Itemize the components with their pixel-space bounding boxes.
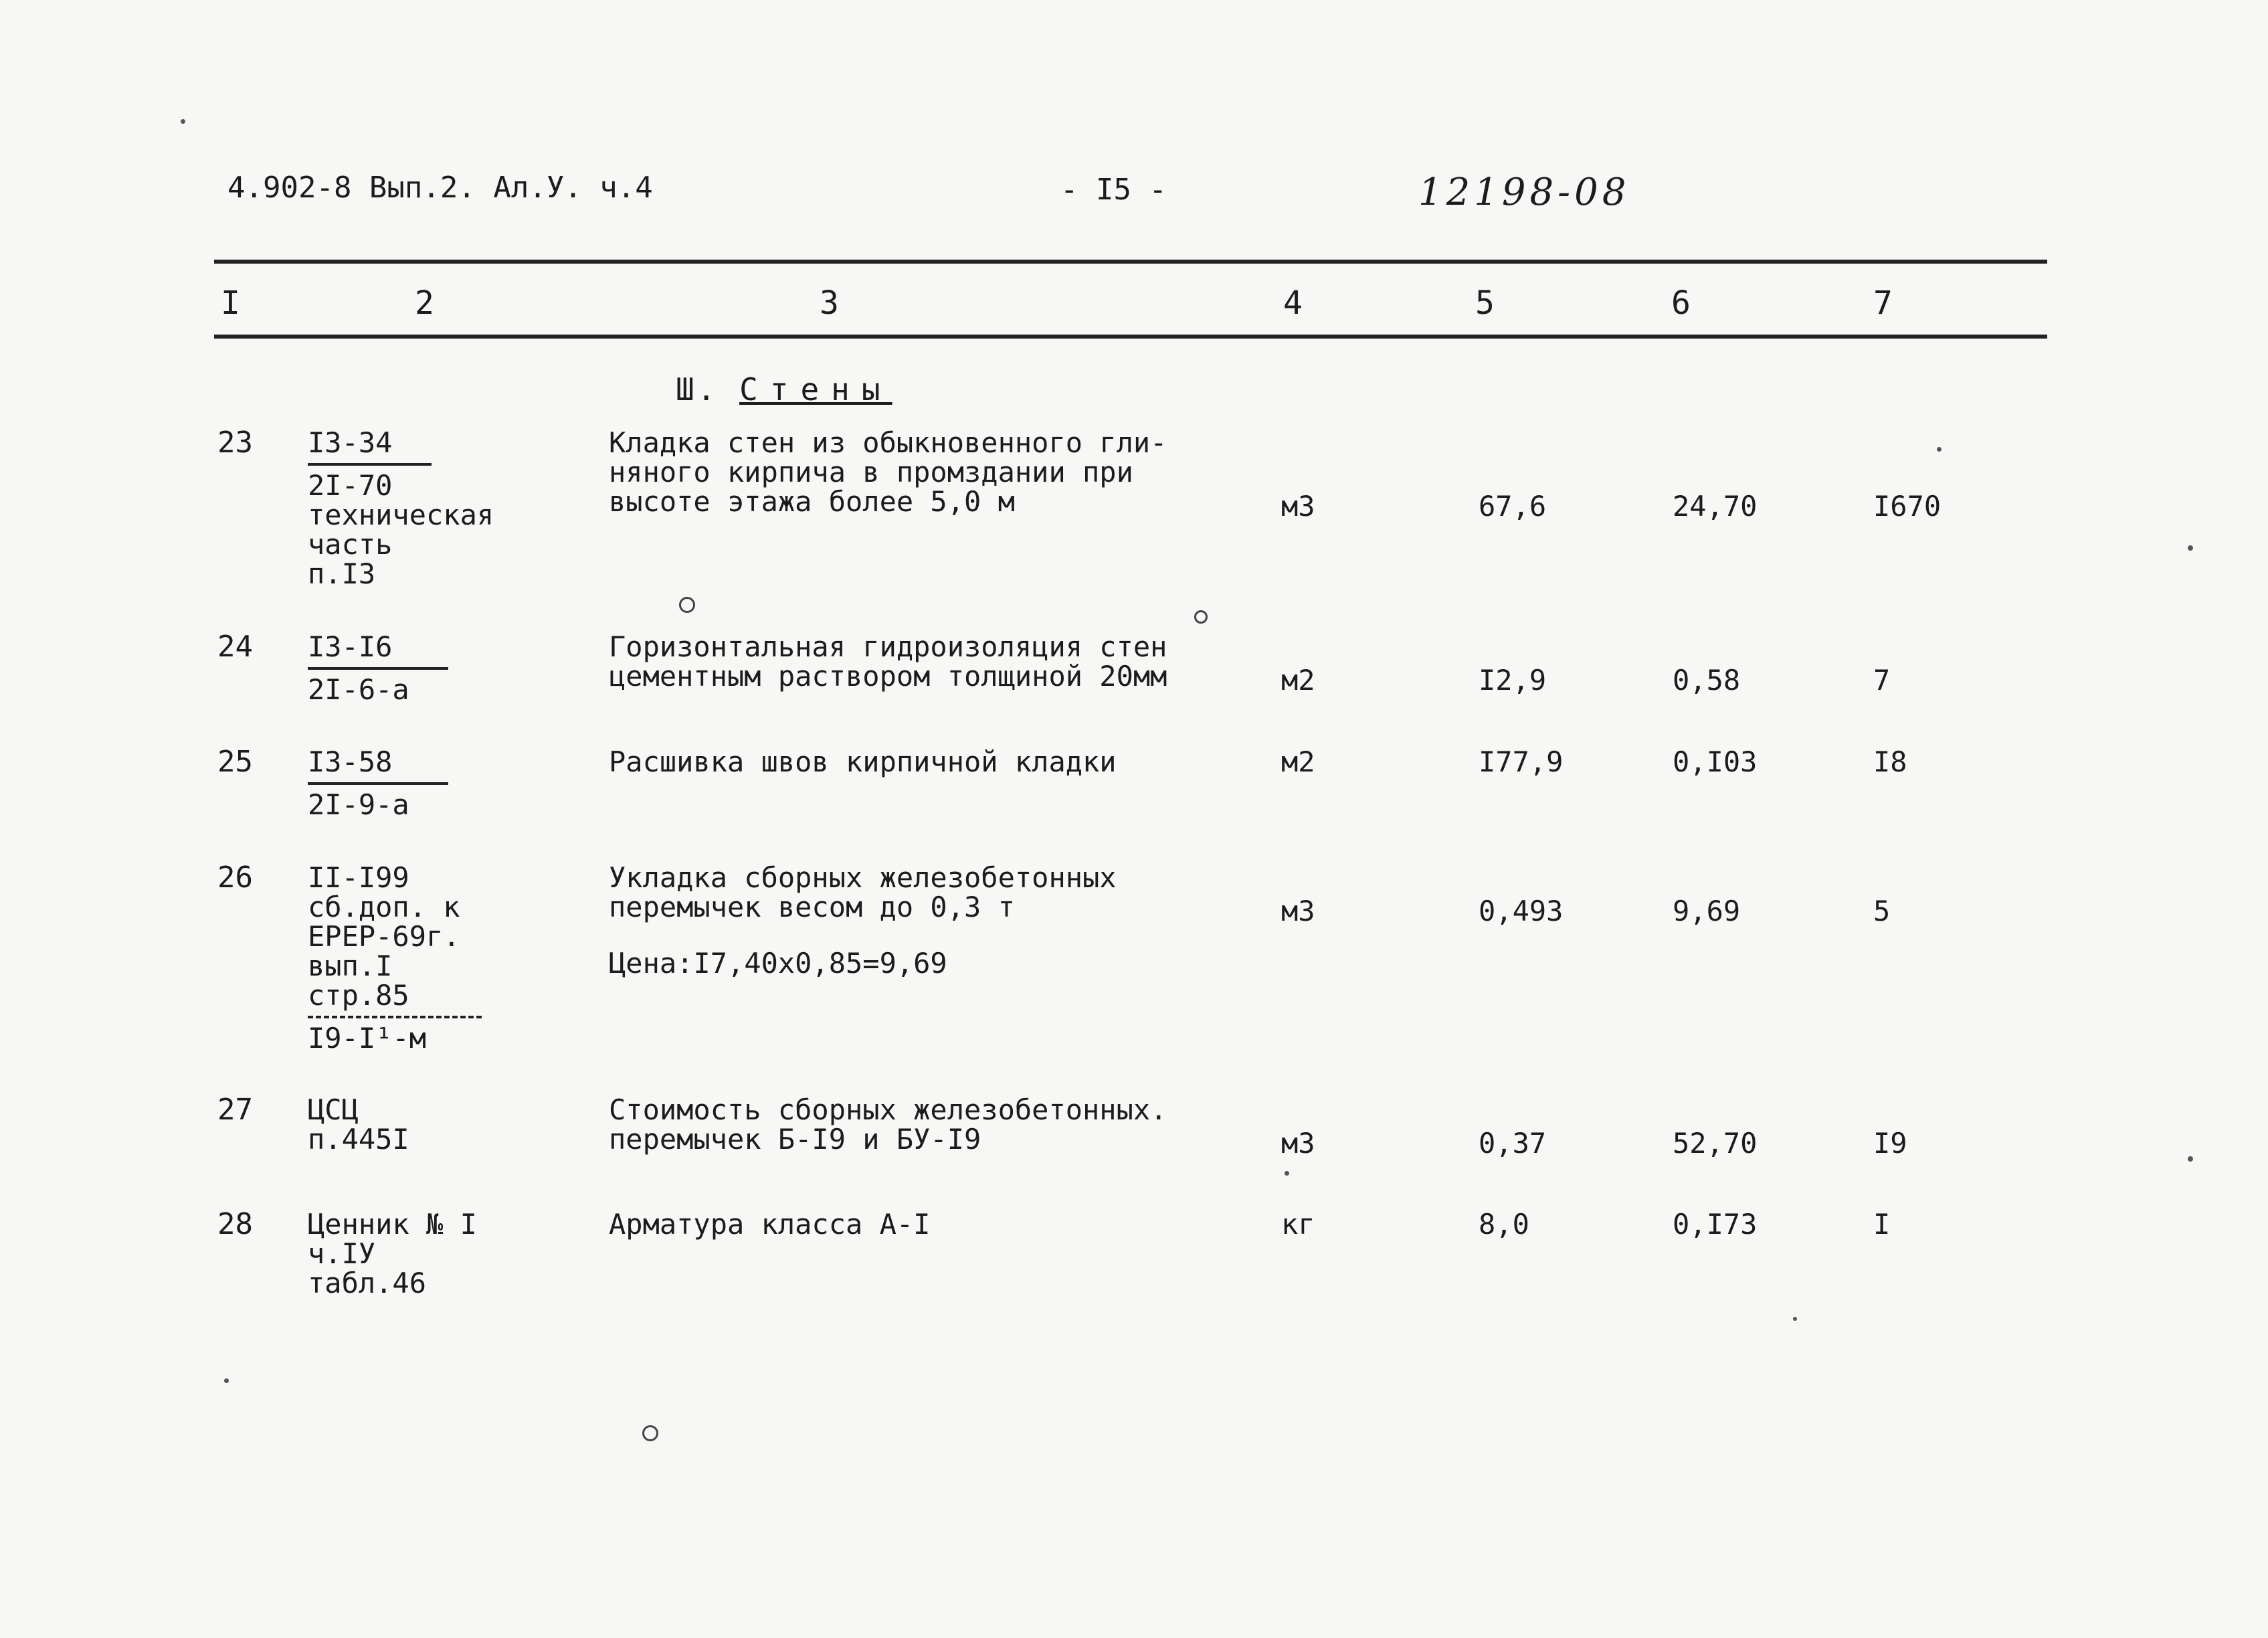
section-prefix: Ш. — [676, 371, 719, 407]
row-code: Ценник № I ч.IУ табл.46 — [308, 1208, 477, 1299]
code-fraction-line: I9-I¹-м — [308, 1016, 482, 1053]
row-unit-price: 0,58 — [1673, 664, 1741, 697]
row-total: 5 — [1873, 895, 1891, 927]
handwritten-registration-number: 12198-08 — [1418, 171, 1630, 214]
row-unit: кг — [1281, 1208, 1315, 1241]
row-number: 26 — [217, 860, 253, 895]
row-unit: м2 — [1281, 664, 1315, 697]
row-code: II-I99 сб.доп. к ЕРЕР-69г. вып.I стр.85 I9-I¹-м — [308, 863, 482, 1053]
column-number-5: 5 — [1475, 284, 1495, 322]
row-quantity: I77,9 — [1479, 745, 1564, 778]
row-unit-price: 9,69 — [1673, 895, 1741, 927]
row-unit-price: 52,70 — [1673, 1127, 1758, 1160]
column-number-7: 7 — [1873, 284, 1893, 322]
row-total: I670 — [1873, 490, 1942, 523]
section-name: Стены — [739, 371, 892, 407]
scan-speck — [224, 1378, 229, 1383]
row-total: 7 — [1873, 664, 1891, 697]
row-total: I — [1873, 1208, 1891, 1241]
scan-speck — [1937, 447, 1942, 452]
row-quantity: I2,9 — [1479, 664, 1547, 697]
row-code: ЦСЦ п.445I — [308, 1093, 409, 1156]
section-title — [676, 371, 892, 407]
row-unit: м2 — [1281, 745, 1315, 778]
document-reference: 4.902-8 Вып.2. Ал.У. ч.4 — [227, 171, 653, 205]
code-fraction-line: 2I-9-а — [308, 782, 448, 820]
column-number-1: I — [221, 284, 240, 322]
row-unit-price: 0,I03 — [1673, 745, 1758, 778]
scan-speck — [1285, 1171, 1289, 1176]
row-code: I3-58 2I-9-а — [308, 747, 448, 820]
row-description: Арматура класса А-I — [609, 1208, 931, 1241]
row-total: I8 — [1873, 745, 1907, 778]
row-unit: м3 — [1281, 895, 1315, 927]
table-top-rule — [214, 260, 2047, 264]
table-header-bottom-rule — [214, 335, 2047, 339]
row-quantity: 0,493 — [1479, 895, 1564, 927]
row-description: Расшивка швов кирпичной кладки — [609, 745, 1117, 778]
scan-speck — [1793, 1317, 1797, 1321]
row-unit-price: 0,I73 — [1673, 1208, 1758, 1241]
column-number-2: 2 — [415, 284, 434, 322]
scan-speck — [181, 119, 185, 124]
column-number-6: 6 — [1671, 284, 1691, 322]
code-fraction-line: 2I-70 техническая часть п.I3 — [308, 463, 432, 589]
row-description: Горизонтальная гидроизоляция стен цементным раствором толщиной 20мм — [609, 630, 1167, 693]
scan-ring-mark — [1194, 610, 1208, 624]
row-unit: м3 — [1281, 1127, 1315, 1160]
scan-speck — [2188, 545, 2193, 551]
row-total: I9 — [1873, 1127, 1907, 1160]
scan-speck — [2188, 1156, 2193, 1162]
column-number-3: 3 — [820, 284, 839, 322]
row-number: 24 — [217, 630, 253, 664]
row-quantity: 67,6 — [1479, 490, 1547, 523]
row-unit-price: 24,70 — [1673, 490, 1758, 523]
row-code: I3-I6 2I-6-а — [308, 632, 448, 705]
scan-ring-mark — [642, 1425, 658, 1441]
scan-ring-mark — [679, 597, 695, 613]
code-fraction-line: 2I-6-а — [308, 667, 448, 705]
page-number: - I5 - — [1060, 173, 1167, 207]
column-number-4: 4 — [1283, 284, 1303, 322]
row-code: I3-34 2I-70 техническая часть п.I3 — [308, 426, 494, 590]
row-price-note: Цена:I7,40х0,85=9,69 — [609, 947, 947, 980]
row-unit: м3 — [1281, 490, 1315, 523]
row-number: 25 — [217, 745, 253, 779]
row-quantity: 0,37 — [1479, 1127, 1547, 1160]
row-quantity: 8,0 — [1479, 1208, 1529, 1241]
row-number: 28 — [217, 1207, 253, 1241]
row-description: Стоимость сборных железобетонных. перемычек Б-I9 и БУ-I9 — [609, 1093, 1167, 1156]
row-description: Укладка сборных железобетонных перемычек весом до 0,3 т — [609, 861, 1117, 923]
row-number: 27 — [217, 1093, 253, 1127]
row-description: Кладка стен из обыкновенного гли- няного кирпича в промздании при высоте этажа более 5,0 м — [609, 426, 1167, 518]
row-number: 23 — [217, 426, 253, 460]
